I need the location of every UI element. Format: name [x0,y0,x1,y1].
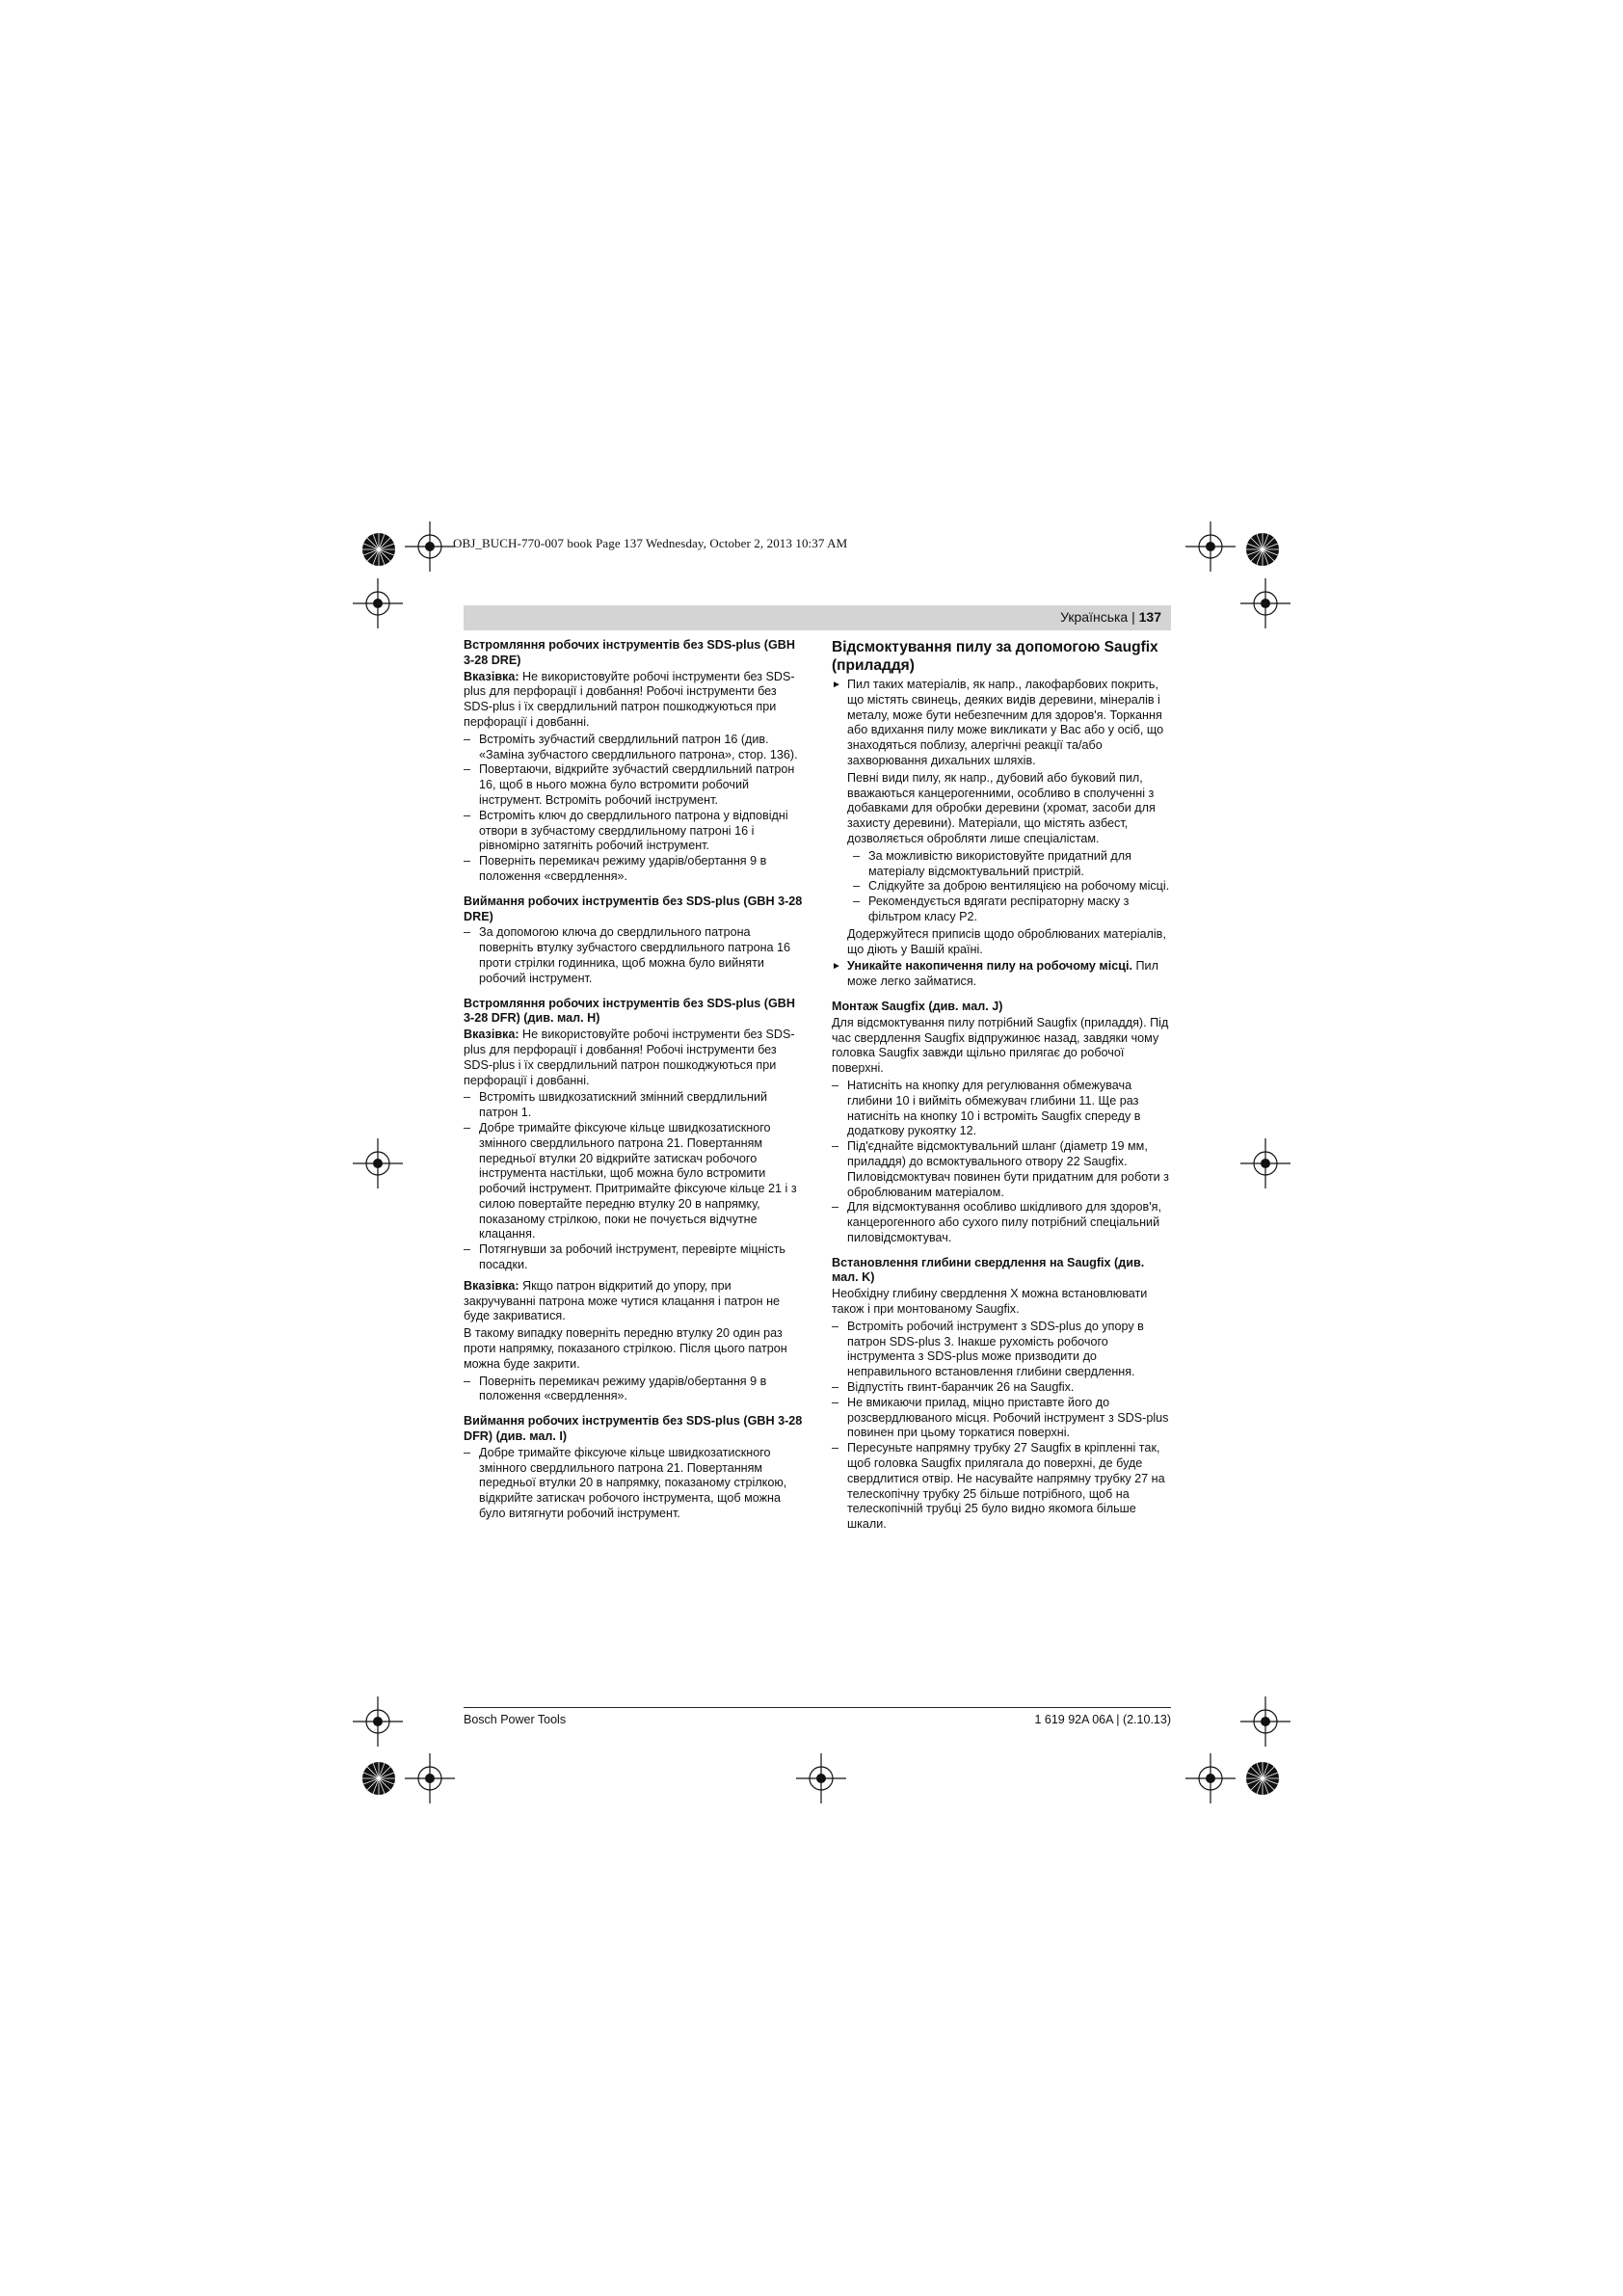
note-paragraph: Вказівка: Не використовуйте робочі інструменти без SDS-plus для перфорації і довбання! Робочі інструменти без SDS-plus і їх свердлильний патрон пошкоджуються при перфорації і довбанні. [464,1028,795,1087]
print-slug: OBJ_BUCH-770-007 book Page 137 Wednesday, October 2, 2013 10:37 AM [453,536,848,550]
footer-rule [464,1707,1171,1708]
right-column [832,638,1173,1542]
list-item: – Не вмикаючи прилад, міцно приставте його до розсвердлюваного місця. Робочий інструмент з SDS-plus повинен при цьому торкатися поверхні. [832,1396,1173,1441]
section-heading: Виймання робочих інструментів без SDS-plus (GBH 3-28 DRE) [464,894,803,923]
warning-paragraph: ► Пил таких матеріалів, як напр., лакофарбових покрить, що містять свинець, деяких видів деревини, мінералів і металу, може бути небезпечним для здоров'я. Торкання або вдихання пилу може викликати у Вас або у осіб, що знаходяться поблизу, алергічні реакції та/або захворювання дихальних шляхів. [832,678,1173,769]
list-item: – Встроміть зубчастий свердлильний патрон 16 (див. «Заміна зубчастого свердлильного патрона», стор. 136). [464,733,805,763]
list-item: – Встроміть ключ до свердлильного патрона у відповідні отвори в зубчастому свердлильному патроні 16 і рівномірно затягніть робочий інструмент. [464,809,805,854]
section-mount-saugfix [832,1000,1173,1246]
warning-paragraph: ► Уникайте накопичення пилу на робочому місці. Пил може легко займатися. [832,959,1173,990]
footer-brand: Bosch Power Tools [464,1713,567,1726]
list-item: – Під'єднайте відсмоктувальний шланг (діаметр 19 мм, приладдя) до всмоктувального отвору 22 Saugfix. Пиловідсмоктувач повинен бути придатним для роботи з оброблюваним матеріалом. [832,1139,1173,1200]
step-list [832,1079,1173,1246]
list-item: – Добре тримайте фіксуюче кільце швидкозатискного змінного свердлильного патрона 21. Повертанням передньої втулки 20 в напрямку, показаному стрілкою, відкрийте затискач робочого інструмента, щоб можна було витягнути робочий інструмент. [464,1446,805,1522]
paragraph: Певні види пилу, як напр., дубовий або буковий пил, вважаються канцерогенними, особливо в сполученні з добавками для обробки деревини (хромат, засоби для захисту деревини). Матеріали, що містять азбест, дозволяється обробляти лише спеціалістам. [847,770,1156,845]
step-list [464,925,805,986]
list-item: – За можливістю використовуйте придатний для матеріалу відсмоктувальний пристрій. [847,849,1173,880]
sub-list [832,849,1173,925]
list-item: – Слідкуйте за доброю вентиляцією на робочому місці. [847,879,1173,894]
header-separator: | [1128,609,1139,625]
section-heading: Монтаж Saugfix (див. мал. J) [832,999,1003,1013]
paragraph: Необхідну глибину свердлення X можна встановлювати також і при монтованому Saugfix. [832,1287,1148,1317]
language-label: Українська [1060,609,1129,625]
step-list [464,1090,805,1273]
note-paragraph: Вказівка: Не використовуйте робочі інструменти без SDS-plus для перфорації і довбання! Робочі інструменти без SDS-plus і їх свердлильний патрон пошкоджуються при перфорації і довбанні. [464,669,795,729]
step-list [464,1446,805,1522]
list-item: – Рекомендується вдягати респіраторну маску з фільтром класу P2. [847,894,1173,925]
section-heading: Встановлення глибини свердлення на Saugfix (див. мал. K) [832,1255,1145,1285]
section-remove-dre [464,894,805,987]
section-insert-dre [464,638,805,885]
list-item: – Повертаючи, відкрийте зубчастий свердлильний патрон 16, щоб в нього можна було встромити робочий інструмент. Встроміть робочий інструмент. [464,762,805,808]
list-item: – Встроміть робочий інструмент з SDS-plus до упору в патрон SDS-plus 3. Інакше рухомість робочого інструмента з SDS-plus може призводити до неправильного встановлення глибини свердлення. [832,1320,1173,1380]
list-item: – Потягнувши за робочий інструмент, перевірте міцність посадки. [464,1242,805,1273]
list-item: – Встроміть швидкозатискний змінний свердлильний патрон 1. [464,1090,805,1121]
list-item: – Для відсмоктування особливо шкідливого для здоров'я, канцерогенного або сухого пилу потрібний спеціальний пиловідсмоктувач. [832,1200,1173,1245]
section-heading: Встромляння робочих інструментів без SDS-plus (GBH 3-28 DRE) [464,638,795,667]
list-item: – Добре тримайте фіксуюче кільце швидкозатискного змінного свердлильного патрона 21. Повертанням передньої втулки 20 відкрийте затискач робочого інструмента настільки, щоб можна було встромити робочий інструмент. Притримайте фіксуюче кільце 21 і з силою повертайте передню втулку 20 в напрямку, показаному стрілкою, поки не почується відчутне клацання. [464,1121,805,1242]
step-list [464,733,805,885]
section-title: Відсмоктування пилу за допомогою Saugfix (приладдя) [832,639,1158,674]
paragraph: Додержуйтеся приписів щодо оброблюваних матеріалів, що діють у Вашій країні. [847,926,1166,956]
section-heading: Виймання робочих інструментів без SDS-plus (GBH 3-28 DFR) (див. мал. I) [464,1414,803,1444]
page-header [464,605,1171,630]
list-item: – Відпустіть гвинт-баранчик 26 на Saugfix. [832,1380,1173,1396]
page-number: 137 [1138,609,1161,625]
section-dust-extraction [832,638,1173,990]
list-item: – Поверніть перемикач режиму ударів/обертання 9 в положення «свердлення». [464,1375,805,1405]
step-list [832,1320,1173,1533]
section-remove-dfr [464,1414,805,1522]
paragraph: В такому випадку поверніть передню втулку 20 один раз проти напрямку, показаного стрілкою. Після цього патрон можна буде закрити. [464,1326,787,1371]
paragraph: Для відсмоктування пилу потрібний Saugfix (приладдя). Під час свердлення Saugfix відпружинює назад, завдяки чому головка Saugfix завжди щільно прилягає до робочої поверхні. [832,1015,1169,1076]
list-item: – Натисніть на кнопку для регулювання обмежувача глибини 10 і вийміть обмежувач глибини 11. Ще раз натисніть на кнопку 10 і встроміть Saugfix спереду в додаткову рукоятку 12. [832,1079,1173,1139]
list-item: – За допомогою ключа до свердлильного патрона поверніть втулку зубчастого свердлильного патрона 16 проти стрілки годинника, щоб можна було вийняти робочий інструмент. [464,925,805,986]
note-paragraph: Вказівка: Якщо патрон відкритий до упору, при закручуванні патрона може чутися клацання і патрон не буде закриватися. [464,1278,781,1323]
step-list [464,1375,805,1405]
left-column [464,638,805,1532]
footer-doc-number: 1 619 92A 06A | (2.10.13) [1034,1713,1171,1726]
section-heading: Встромляння робочих інструментів без SDS-plus (GBH 3-28 DFR) (див. мал. H) [464,996,795,1026]
section-insert-dfr [464,997,805,1405]
list-item: – Пересуньте напрямну трубку 27 Saugfix в кріпленні так, щоб головка Saugfix прилягала до поверхні, де буде свердлитися отвір. Не насувайте напрямну трубку 27 на телескопічну трубку 25 більше потрібного, щоб на телескопічній трубці 25 було видно якомога більше шкали. [832,1441,1173,1533]
section-depth-saugfix [832,1256,1173,1533]
list-item: – Поверніть перемикач режиму ударів/обертання 9 в положення «свердлення». [464,854,805,885]
